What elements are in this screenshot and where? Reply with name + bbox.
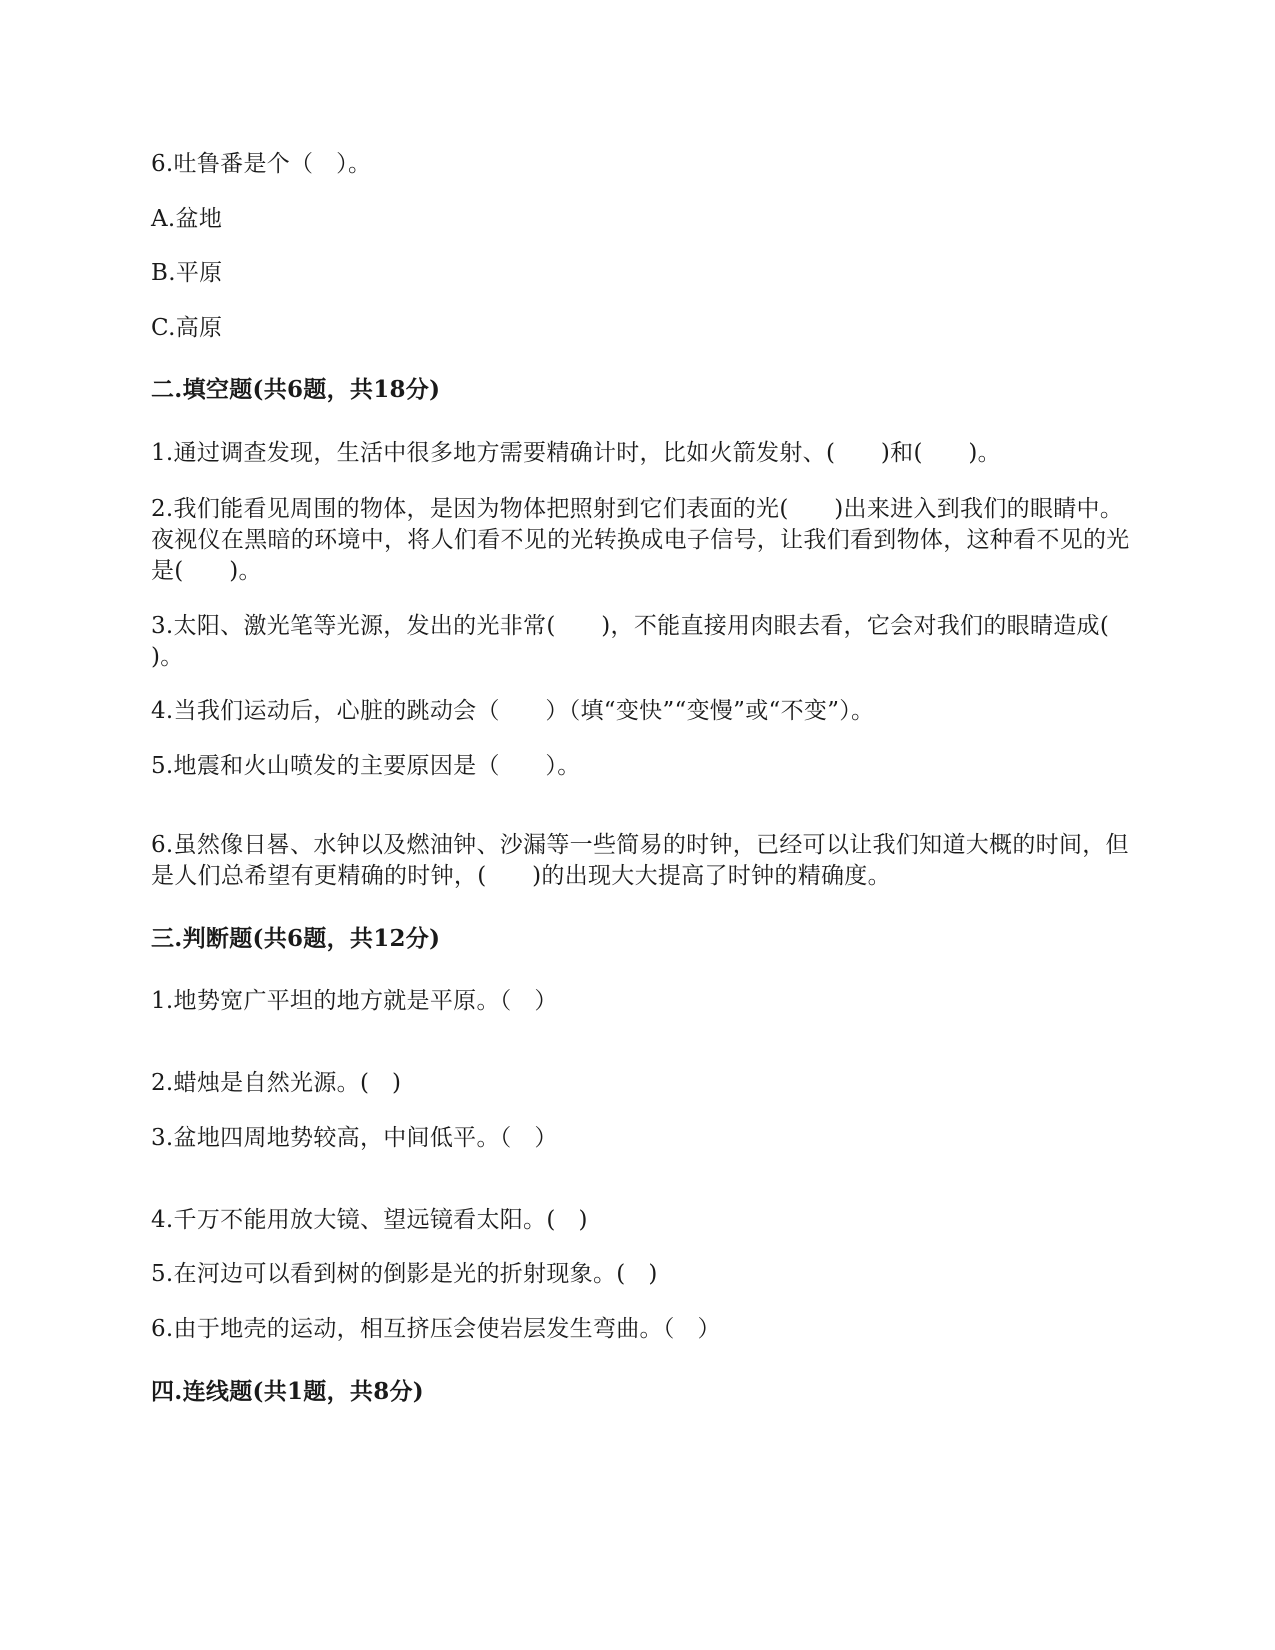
fill-blank-question-4: 4.当我们运动后，心脏的跳动会（ ）（填“变快”“变慢”或“不变”）。 xyxy=(151,698,875,724)
judge-question-6: 6.由于地壳的运动，相互挤压会使岩层发生弯曲。（ ） xyxy=(151,1316,721,1342)
fill-blank-question-1: 1.通过调查发现，生活中很多地方需要精确计时，比如火箭发射、( )和( )。 xyxy=(151,440,1001,466)
section-heading-judge: 三.判断题(共6题，共12分) xyxy=(151,925,441,952)
fill-blank-question-5: 5.地震和火山喷发的主要原因是（ ）。 xyxy=(151,753,581,779)
section-heading-matching: 四.连线题(共1题，共8分) xyxy=(151,1378,424,1405)
fill-blank-question-2: 2.我们能看见周围的物体，是因为物体把照射到它们表面的光( )出来进入到我们的眼睛中。夜视仪在黑暗的环境中，将人们看不见的光转换成电子信号，让我们看到物体，这种看不见的光是( )。 xyxy=(151,496,1130,584)
judge-question-2: 2.蜡烛是自然光源。( ) xyxy=(151,1070,402,1096)
judge-question-3: 3.盆地四周地势较高，中间低平。（ ） xyxy=(151,1125,558,1151)
question-choice-6: 6.吐鲁番是个（ ）。 xyxy=(151,151,372,177)
option-a: A.盆地 xyxy=(151,206,223,232)
judge-question-5: 5.在河边可以看到树的倒影是光的折射现象。( ) xyxy=(151,1261,658,1287)
option-c: C.高原 xyxy=(151,315,223,341)
section-heading-fill-blank: 二.填空题(共6题，共18分) xyxy=(151,376,441,403)
judge-question-1: 1.地势宽广平坦的地方就是平原。（ ） xyxy=(151,988,558,1014)
fill-blank-question-6: 6.虽然像日晷、水钟以及燃油钟、沙漏等一些简易的时钟，已经可以让我们知道大概的时间，但是人们总希望有更精确的时钟，( )的出现大大提高了时钟的精确度。 xyxy=(151,832,1129,889)
option-b: B.平原 xyxy=(151,260,223,286)
judge-question-4: 4.千万不能用放大镜、望远镜看太阳。( ) xyxy=(151,1207,588,1233)
fill-blank-question-3: 3.太阳、激光笔等光源，发出的光非常( )，不能直接用肉眼去看，它会对我们的眼睛造成( )。 xyxy=(151,613,1155,670)
